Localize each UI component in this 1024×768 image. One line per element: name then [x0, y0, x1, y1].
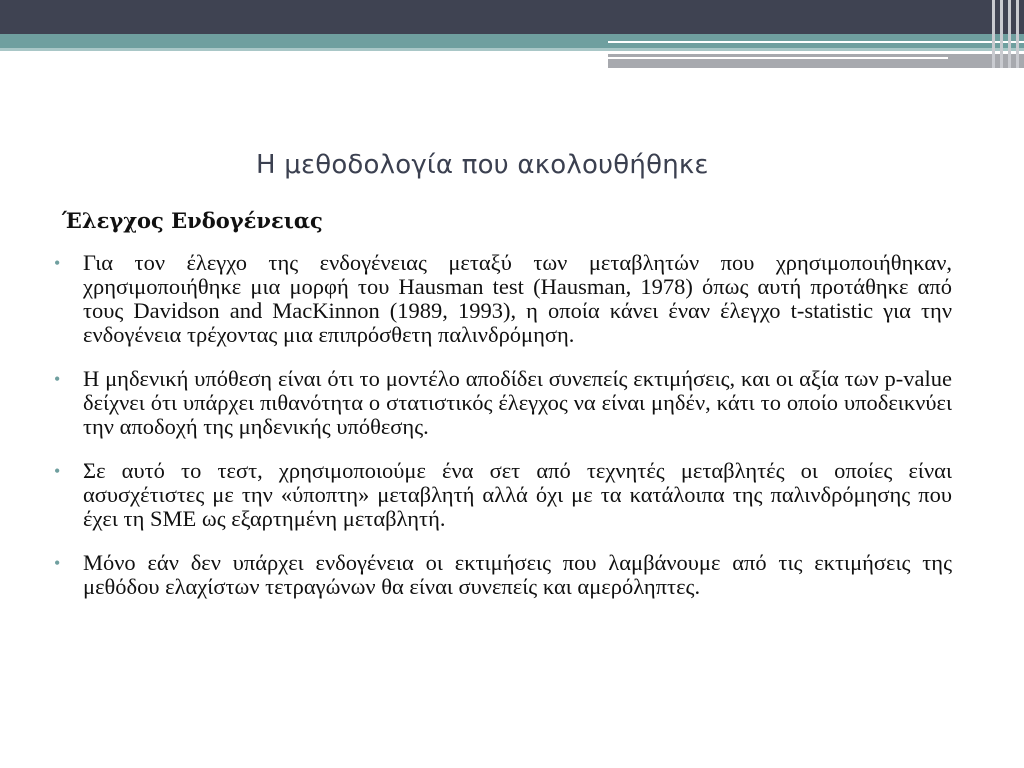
bullet-item: [52, 367, 952, 439]
header-dark-bar: [0, 0, 1024, 34]
bullet-item: [52, 459, 952, 531]
bullet-text: Η μηδενική υπόθεση είναι ότι το μοντέλο αποδίδει συνεπείς εκτιμήσεις, και οι αξία των p-value δείχνει ότι υπάρχει πιθανότητα ο στατιστικός έλεγχος να είναι μηδέν, κάτι το οποίο υποδεικνύει την αποδοχή της μηδενικής υπόθεσης.: [83, 366, 952, 439]
header-white-line-lower: [608, 57, 948, 59]
bullet-item: [52, 551, 952, 599]
slide-title: Η μεθοδολογία που ακολουθήθηκε: [256, 150, 709, 180]
header-white-line: [608, 41, 1024, 43]
bullet-list: [52, 251, 952, 619]
bullet-icon: •: [54, 461, 61, 481]
header-right-stripes: [988, 0, 1024, 68]
bullet-text: Σε αυτό το τεστ, χρησιμοποιούμε ένα σετ από τεχνητές μεταβλητές οι οποίες είναι ασυσχέτιστες με την «ύποπτη» μεταβλητή αλλά όχι με τα κατάλοιπα της παλινδρόμησης που έχει τη SME ως εξαρτημένη μεταβλητή.: [83, 458, 952, 531]
header-teal-thin-line: [0, 48, 1024, 51]
bullet-icon: •: [54, 253, 61, 273]
slide-subtitle: Έλεγχος Ενδογένειας: [62, 208, 323, 233]
bullet-icon: •: [54, 553, 61, 573]
bullet-text: Για τον έλεγχο της ενδογένειας μεταξύ των μεταβλητών που χρησιμοποιήθηκαν, χρησιμοποιήθηκε μια μορφή του Hausman test (Hausman, 1978) όπως αυτή προτάθηκε από τους Davidson and MacKinnon (1989, 1993), η οποία κάνει έναν έλεγχο t-statistic για την ενδογένεια τρέχοντας μια επιπρόσθετη παλινδρόμηση.: [83, 250, 952, 347]
bullet-item: [52, 251, 952, 347]
bullet-text: Μόνο εάν δεν υπάρχει ενδογένεια οι εκτιμήσεις που λαμβάνουμε από τις εκτιμήσεις της μεθόδου ελαχίστων τετραγώνων θα είναι συνεπείς και αμερόληπτες.: [83, 550, 952, 599]
bullet-icon: •: [54, 369, 61, 389]
